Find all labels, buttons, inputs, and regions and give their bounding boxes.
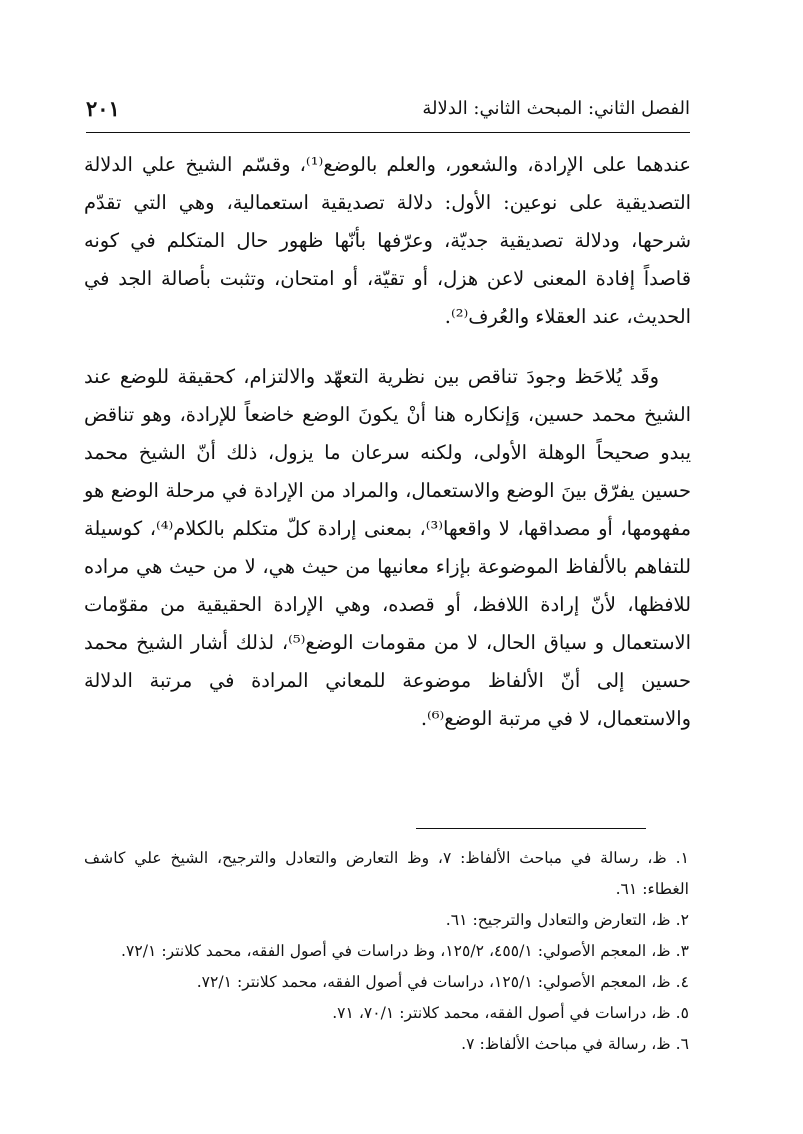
running-title: الفصل الثاني: المبحث الثاني: الدلالة — [422, 98, 690, 119]
footnote-item: ٥. ظ، دراسات في أصول الفقه، محمد كلانتر: ٧٠/١، ٧١. — [332, 1004, 689, 1022]
footnote-item: ٦. ظ، رسالة في مباحث الألفاظ: ٧. — [461, 1035, 689, 1053]
footnote-item: ٢. ظ، التعارض والتعادل والترجيح: ٦١. — [445, 911, 689, 929]
footnote-separator — [416, 828, 646, 829]
paragraph: عندهما على الإرادة، والشعور، والعلم بالوضع⁽¹⁾، وقسّم الشيخ علي الدلالة التصديقية على نوعين: الأول: دلالة تصديقية استعمالية، وهي التي تقدّم شرحها، ودلالة تصديقية جديّة، وعرّفها بأنّها ظهور حال المتكلم في كونه قاصداً إفادة المعنى لاعن هزل، أو تقيّة، أو امتحان، وتثبت بأصالة الجد في الحديث، عند العقلاء والعُرف⁽²⁾. — [84, 153, 692, 328]
footnote-item: ٤. ظ، المعجم الأصولي: ١٢٥/١، دراسات في أصول الفقه، محمد كلانتر: ٧٢/١. — [196, 973, 689, 991]
paragraph: وقَد يُلاحَظ وجودَ تناقص بين نظرية التعهّد والالتزام، كحقيقة للوضع عند الشيخ محمد حسين، وَإنكاره هنا أنْ يكونَ الوضع خاضعاً للإرادة، وهو تناقض يبدو صحيحاً الوهلة الأولى، ولكنه سرعان ما يزول، ذلك أنّ الشيخ محمد حسين يفرّق بينَ الوضع والاستعمال، والمراد من الإرادة في مرحلة الوضع هو مفهومها، أو مصداقها، لا واقعها⁽³⁾، بمعنى إرادة كلّ متكلم بالكلام⁽⁴⁾، كوسيلة للتفاهم بالألفاظ الموضوعة بإزاء معانيها من حيث هي، لا من حيث هي مراده للافظها، لأنّ إرادة اللافظ، أو قصده، وهي الإرادة الحقيقية من مقوّمات الاستعمال و سياق الحال، لا من مقومات الوضع⁽⁵⁾، لذلك أشار الشيخ محمد حسين إلى أنّ الألفاظ موضوعة للمعاني المرادة في مرتبة الدلالة والاستعمال، لا في مرتبة الوضع⁽⁶⁾. — [84, 365, 691, 730]
footnote-item: ٣. ظ، المعجم الأصولي: ٤٥٥/١، ١٢٥/٢، وظ دراسات في أصول الفقه، محمد كلانتر: ٧٢/١. — [121, 942, 689, 960]
page-header — [86, 92, 690, 133]
footnote-item: ١. ظ، رسالة في مباحث الألفاظ: ٧، وظ التعارض والتعادل والترجيح، الشيخ علي كاشف الغطاء: ٦١. — [84, 849, 689, 898]
page-number: ٢٠١ — [86, 96, 120, 121]
footnotes-list — [84, 843, 689, 1060]
main-text — [84, 146, 691, 738]
